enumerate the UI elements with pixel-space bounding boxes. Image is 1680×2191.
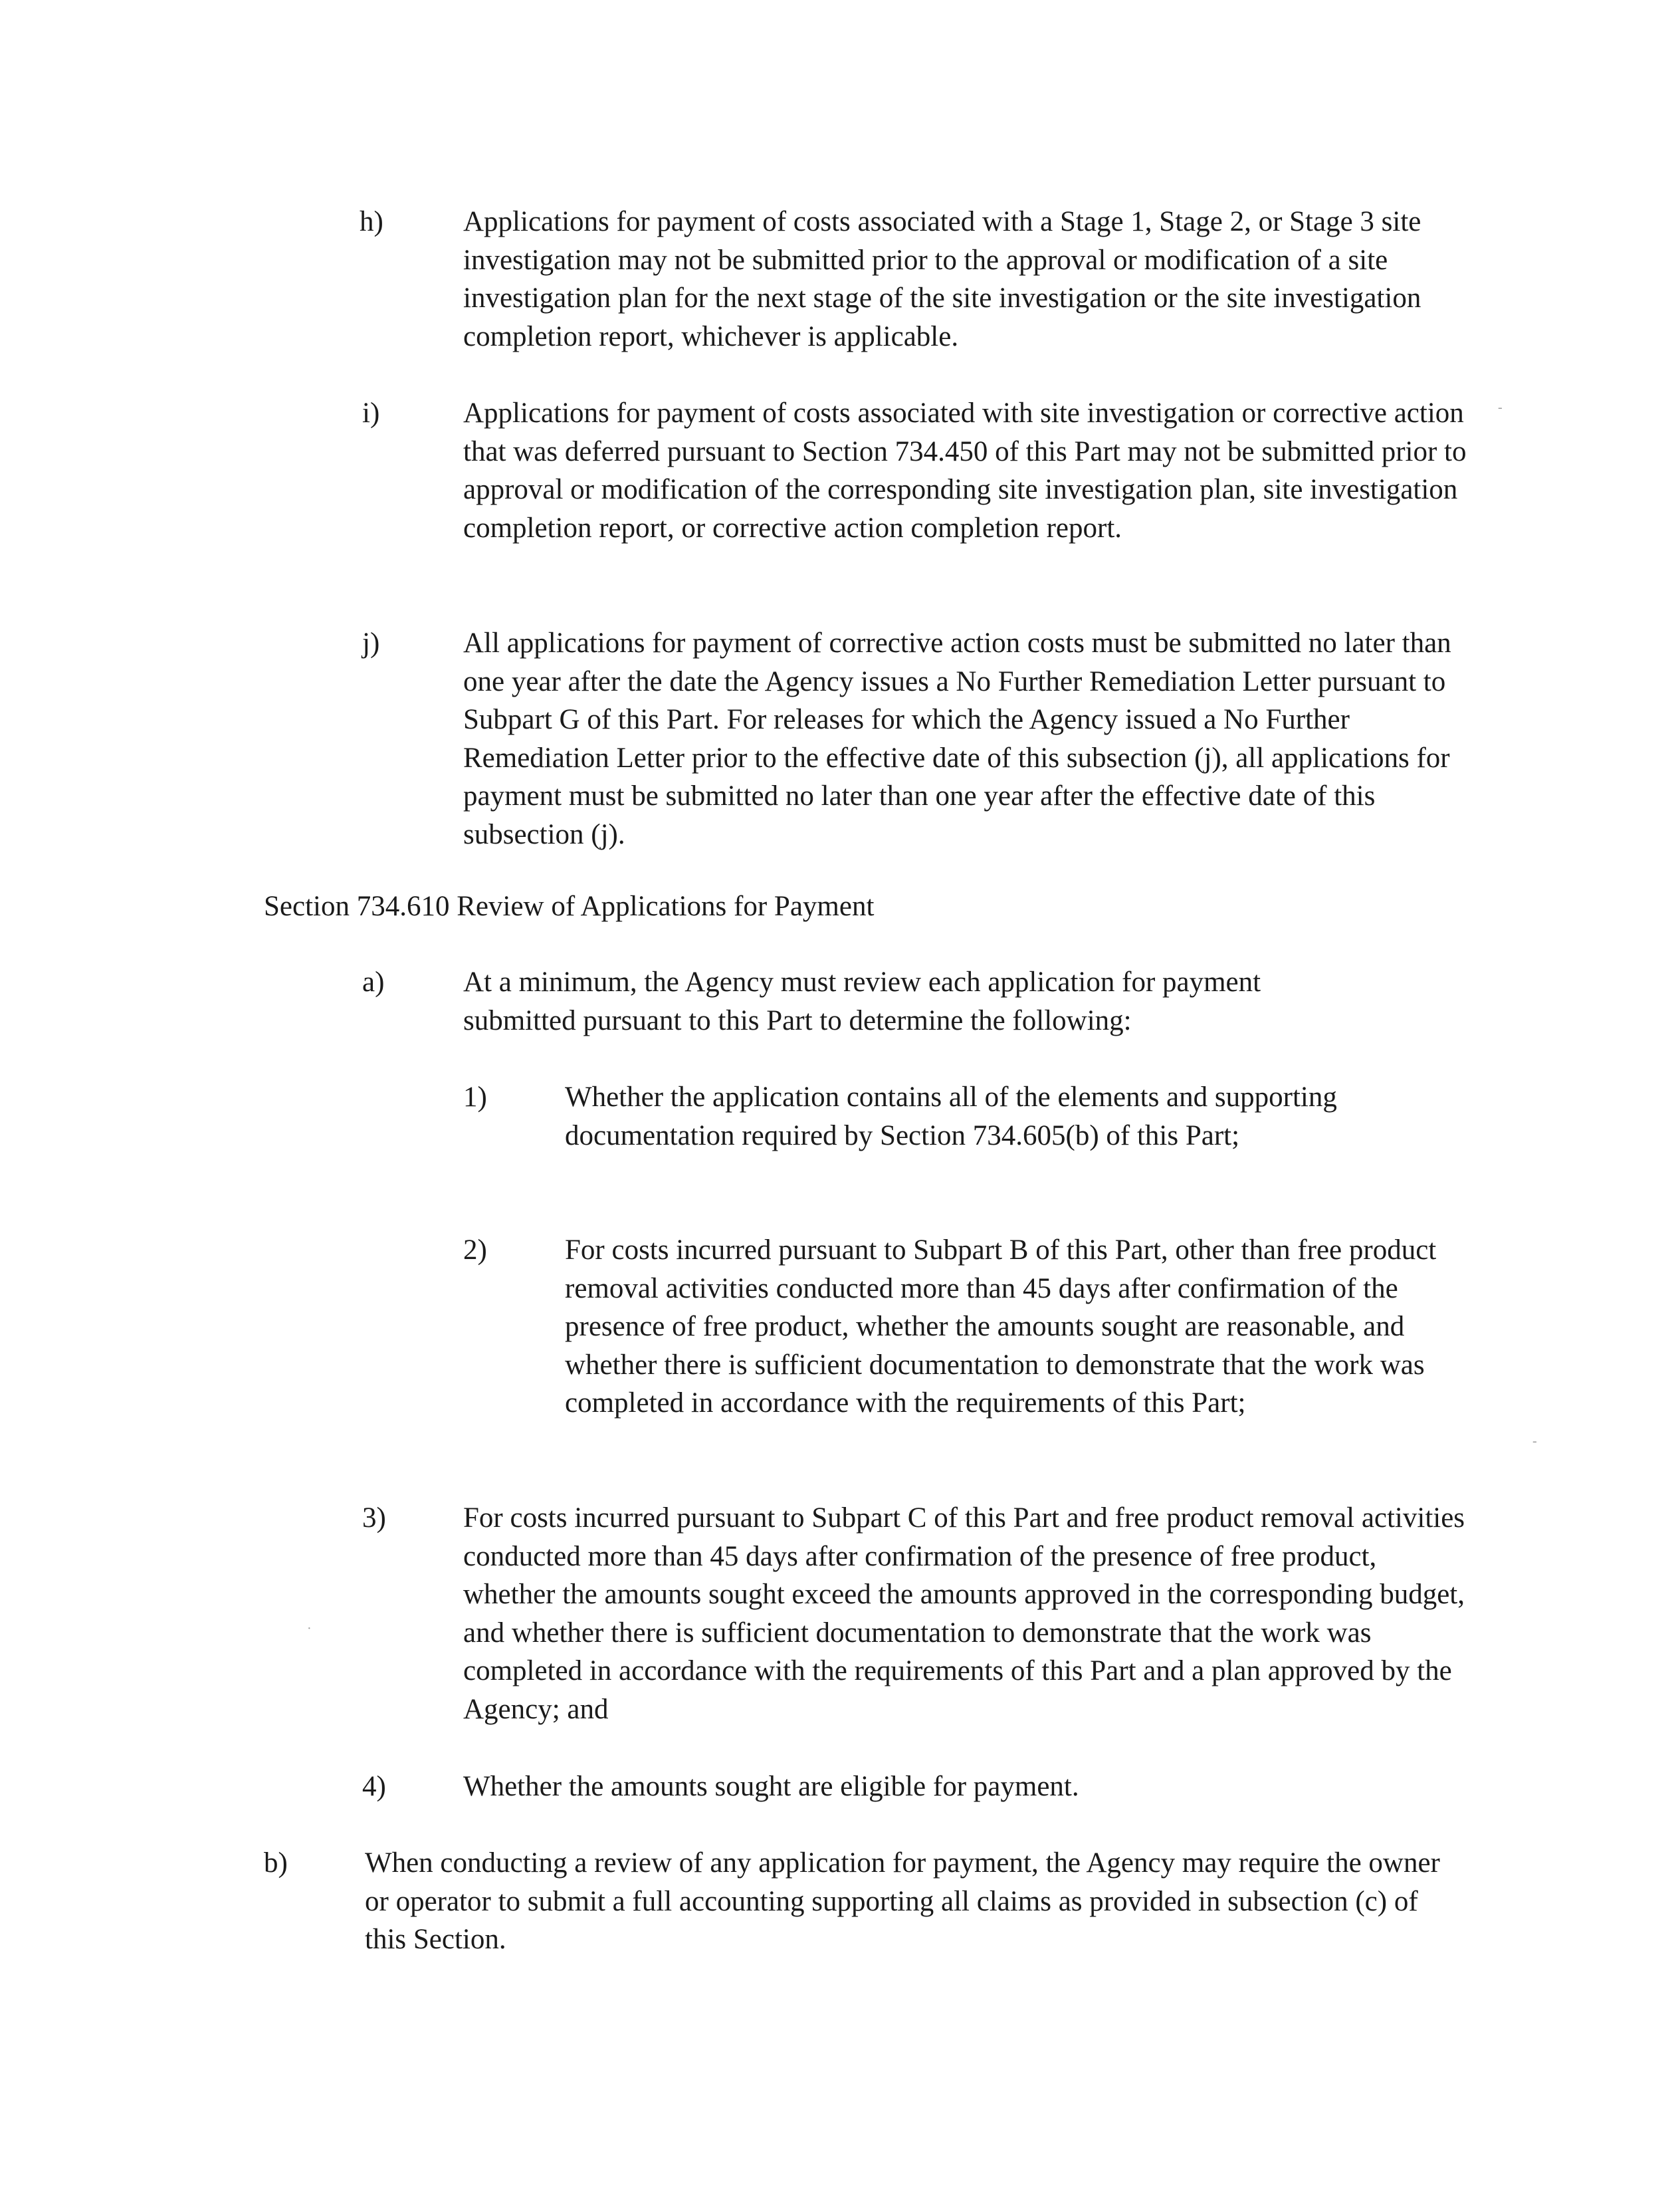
section-item-marker: 4) (362, 1771, 386, 1802)
section-item-marker: 1) (463, 1082, 487, 1113)
subsection-text: Applications for payment of costs associated with site investigation or corrective action that was deferred pursuant to Section 734.450 of this Part may not be submitted prior to approval or modification of the corresponding site investigation plan, site investigation completion report, or corrective action completion report. (463, 398, 1467, 544)
subsection-text: All applications for payment of corrective action costs must be submitted no later than one year after the date the Agency issues a No Further Remediation Letter pursuant to Subpart G of this Part. For releases for which the Agency issued a No Further Remediation Letter prior to the effective date of this subsection (j), all applications for payment must be submitted no later than one year after the effective date of this subsection (j). (463, 628, 1451, 850)
section-item-text: For costs incurred pursuant to Subpart B of this Part, other than free product removal activities conducted more than 45 days after confirmation of the presence of free product, whether the amounts sought are reasonable, and whether there is sufficient documentation to demonstrate that the work was completed in accordance with the requirements of this Part; (565, 1234, 1437, 1419)
section-item-text: When conducting a review of any application for payment, the Agency may require the owner or operator to submit a full accounting supporting all claims as provided in subsection (c) of this Section. (365, 1847, 1440, 1955)
section-item-text: For costs incurred pursuant to Subpart C of this Part and free product removal activities conducted more than 45 days after confirmation of the presence of free product, whether the amounts sought exceed the amounts approved in the corresponding budget, and whether there is sufficient documentation to demonstrate that the work was completed in accordance with the requirements of this Part and a plan approved by the Agency; and (463, 1502, 1465, 1725)
section-item-marker: 2) (463, 1234, 487, 1266)
section-item-text: At a minimum, the Agency must review each application for payment submitted pursuant to this Part to determine the following: (463, 967, 1261, 1036)
subsection-marker: j) (362, 628, 380, 659)
section-heading: Section 734.610 Review of Applications for Payment (264, 891, 875, 922)
section-item-text: Whether the application contains all of the elements and supporting documentation required by Section 734.605(b) of this Part; (565, 1082, 1337, 1151)
section-item-text: Whether the amounts sought are eligible for payment. (463, 1771, 1079, 1802)
section-item-marker: 3) (362, 1502, 386, 1534)
section-item-marker: b) (264, 1847, 288, 1879)
subsection-text: Applications for payment of costs associated with a Stage 1, Stage 2, or Stage 3 site investigation may not be submitted prior to the approval or modification of a site investigation plan for the next stage of the site investigation or the site investigation completion report, whichever is applicable. (463, 206, 1421, 352)
scan-speck: - (1498, 400, 1503, 415)
subsection-marker: i) (362, 398, 380, 429)
scan-speck: - (1532, 1434, 1537, 1448)
scan-speck: · (307, 1621, 312, 1636)
subsection-marker: h) (360, 206, 383, 237)
section-item-marker: a) (362, 967, 385, 998)
